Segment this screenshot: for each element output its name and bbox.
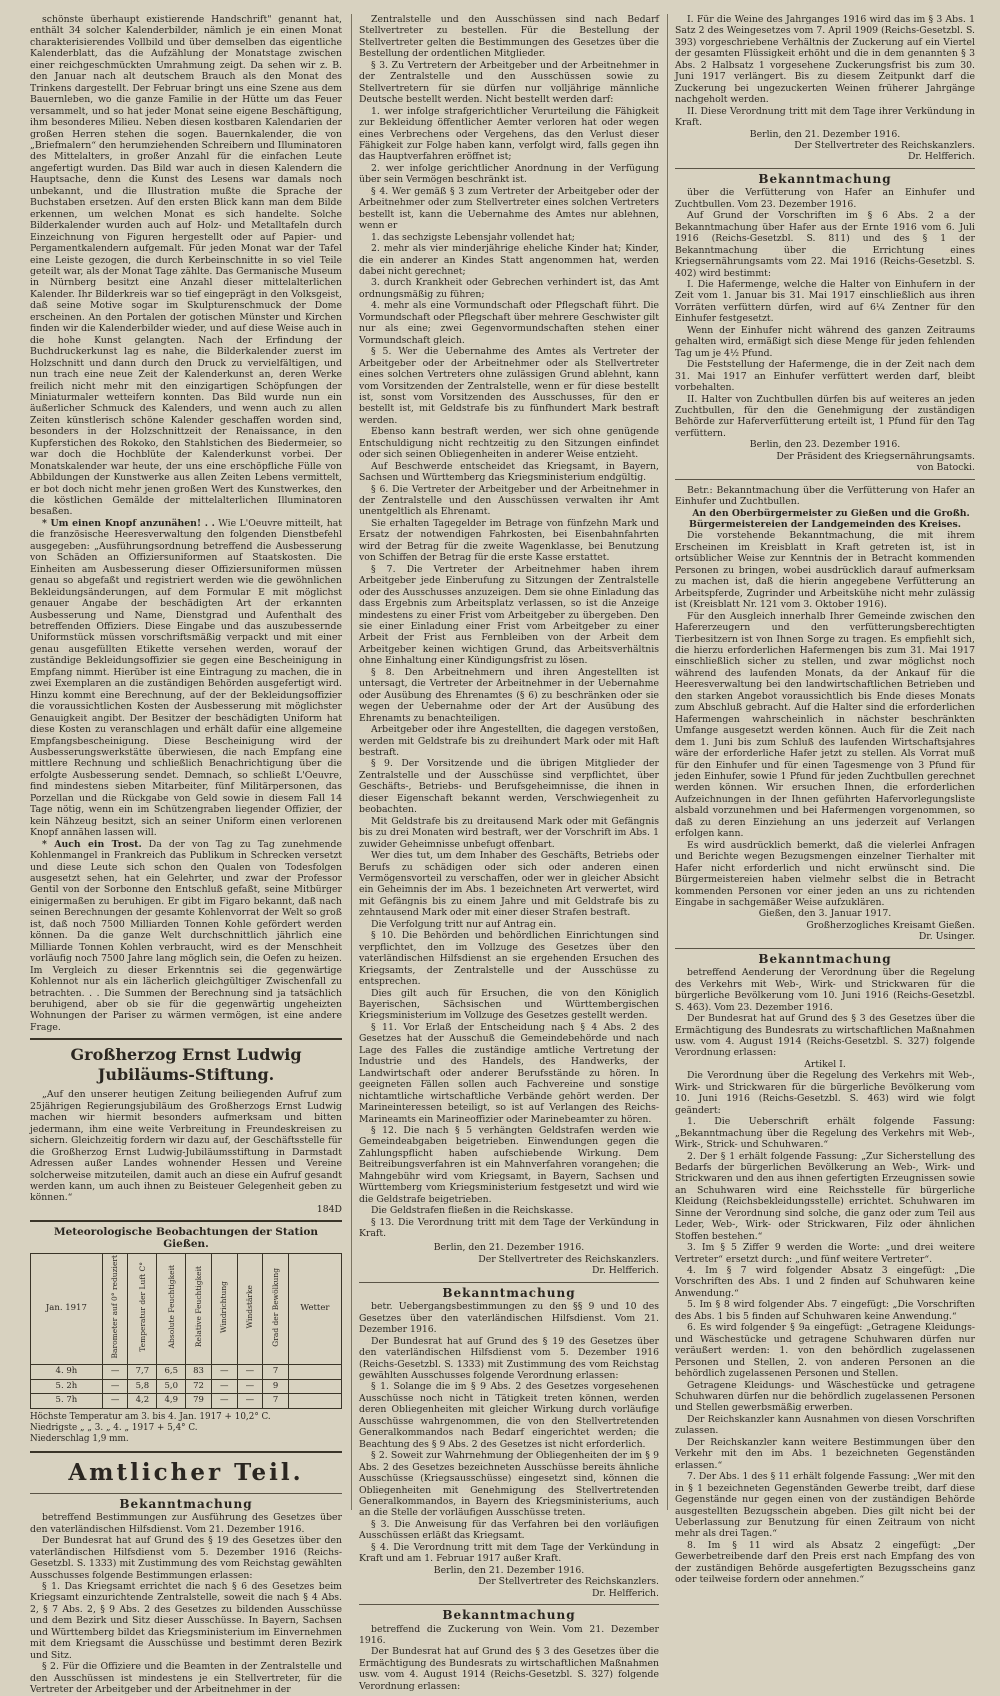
betr-line: Betr.: Bekanntmachung über die Verfütterung von Hafer an Einhufer und Zuchtbullen. [675,484,975,508]
meteo-cell [288,1379,341,1393]
law-paragraph: 1. wer infolge strafgerichtlicher Verurteilung die Fähigkeit zur Bekleidung öffentlicher Aemter verloren hat oder wegen eines Verbrechens oder Vergehens, das den Verlust dieser Fähigkeit zur Folge haben kann, verfolgt wird, falls gegen ihn das Hauptverfahren eröffnet ist; [359,105,659,163]
law-paragraph: Dies gilt auch für Ersuchen, die von den Königlich Bayerischen, Sächsischen und Württembergischen Kriegsministerium im Vollzuge des Gesetzes gestellt werden. [359,987,659,1022]
law-paragraph: Auf Beschwerde entscheidet das Kriegsamt, in Bayern, Sachsen und Württemberg das Kriegsministerium endgültig. [359,460,659,484]
column-rule [667,14,668,1510]
law-paragraph: Die Verordnung über die Regelung des Verkehrs mit Web-, Wirk- und Strickwaren für die bürgerliche Bevölkerung vom 10. Juni 1916 (Reichs-Gesetzbl. S. 463) wird wie folgt geändert: [675,1070,975,1116]
bekanntmachung-heading: Bekanntmachung [442,1608,576,1623]
meteo-cell: 5. 2h [31,1379,103,1393]
law-paragraph: § 12. Die nach § 5 verhängten Geldstrafen werden wie Gemeindeabgaben beigetrieben. Einwendungen gegen die Zahlungspflicht haben aufschiebende Wirkung. Dem Beitreibungsverfahren ist ein Mahnverfahren vorangehen; die Mahngebühr wird vom Kriegsamt, in Bayern, Sachsen und Württemberg vom Kriegsministerium festgesetzt und wird wie die Geldstrafe beigetrieben. [359,1124,659,1205]
kreisamt-body [675,530,975,908]
law-paragraph: § 3. Zu Vertretern der Arbeitgeber und der Arbeitnehmer in der Zentralstelle und den Ausschüssen sowie zu Stellvertretern für sie dürfen nur volljährige männliche Deutsche bestellt werden. Nicht bestellt werden darf: [359,59,659,106]
meteo-cell: 7 [263,1394,289,1408]
meteo-cell: — [211,1379,237,1393]
meteo-note: Höchste Temperatur am 3. bis 4. Jan. 1917 + 10,2° C. [30,1411,271,1422]
law-paragraph: Die Geldstrafen fließen in die Reichskasse. [371,1205,574,1217]
meteo-header-cell [288,1254,341,1365]
law-paragraph: Es wird ausdrücklich bemerkt, daß die vielerlei Anfragen und Berichte wegen Bezugsmengen einzelner Tierhalter mit Hafer nicht erforderlich und nicht erwünscht sind. Die Bürgermeistereien haben vielmehr selbst die in Betracht kommenden Personen vor einer jeden an uns zu richtenden Eingabe in sachgemäßer Weise aufzuklären. [675,839,975,908]
meteo-cell: — [211,1394,237,1408]
law-paragraph: 4. mehr als eine Vormundschaft oder Pflegschaft führt. Die Vormundschaft oder Pflegschaft über mehrere Geschwister gilt nur als eine; zwei Gegenvormundschaften stehen einer Vormundschaft gleich. [359,300,659,346]
law-paragraph: Wenn der Einhufer nicht während des ganzen Zeitraums gehalten wird, ermäßigt sich diese Menge für jeden fehlenden Tag um je 4½ Pfund. [675,324,975,359]
kalender-article [30,14,342,518]
meteo-cell: 5,0 [157,1379,186,1393]
meteo-header-cell [186,1254,212,1365]
meteo-header-label: Grad der Bewölkung [270,1267,280,1347]
meteo-header-label: Relative Feuchtigkeit [193,1266,203,1348]
law-paragraph: II. Halter von Zuchtbullen dürfen bis auf weiteres an jeden Zuchtbullen, für den die Genehmigung der zuständigen Behörde zur Haferverfütterung erteilt ist, 1 Pfund für den Tag verfüttern. [675,393,975,439]
dateline: Berlin, den 21. Dezember 1916. [749,128,901,140]
meteo-header-label: Absolute Feuchtigkeit [166,1265,176,1349]
law-paragraph: Mit Geldstrafe bis zu dreitausend Mark oder mit Gefängnis bis zu drei Monaten wird bestraft, wer der Vorschrift im Abs. 1 zuwider Geheimnisse unbefugt offenbart. [359,815,659,850]
law-paragraph: § 7. Die Vertreter der Arbeitnehmer haben ihrem Arbeitgeber jede Einberufung zu Sitzungen der Zentralstelle oder des Ausschusses anzuzeigen. Dem sie ohne Einladung das dass Ergebnis zum Arbeitsplatz verlassen, so ist die Anzeige mindestens zu einer Frist vom Arbeitgeber zu übergeben. Den sie einer Einladung einer Frist vom Arbeitgeber zu einer Arbeit der Frist aus Fernbleiben von der Arbeit dem Arbeitgeber keinen wichtigen Grund, das Arbeitsverhältnis ohne Einhaltung einer Kündigungsfrist zu lösen. [359,563,659,667]
signature-name: von Batocki. [916,462,975,474]
signature-name: Dr. Helfferich. [591,1587,659,1599]
section-divider [30,1038,342,1040]
meteo-cell: — [102,1379,128,1393]
meteo-cell [288,1365,341,1379]
signature-name: Dr. Usinger. [918,931,975,943]
law-paragraph: § 5. Wer die Uebernahme des Amtes als Vertreter der Arbeitgeber oder der Arbeitnehmer oder als Stellvertreter eines solchen Vertreters ohne zulässigen Grund ablehnt, kann vom Vorsitzenden der Zentralstelle, wenn er für diese bestellt ist, sonst vom Vorsitzenden des Ausschusses, für den er bestellt ist, mit Geldstrafe bis zu fünfhundert Mark bestraft werden. [359,346,659,426]
meteo-header-label: Barometer auf 0° reduziert [110,1255,120,1359]
bekanntmachung-heading: Bekanntmachung [119,1496,253,1511]
meteo-header-cell [128,1254,157,1365]
law-paragraph: 7. Der Abs. 1 des § 11 erhält folgende Fassung: „Wer mit den in § 1 bezeichneten Gegenständen Gewerbe treibt, darf diese Gegenstände nur gegen einen von der zuständigen Behörde ausgestellten Bezugsschein abgeben. Dies gilt nicht bei der Ueberlassung zur Benutzung für einen Zeitraum von nicht mehr als drei Tagen.“ [675,1471,975,1540]
meteo-header-cell [237,1254,263,1365]
law-paragraph: Der Reichskanzler kann Ausnahmen von diesen Vorschriften zulassen. [675,1413,975,1437]
meteo-header-cell [102,1254,128,1365]
meteo-row [31,1365,342,1379]
bekanntmachung-body [359,1301,659,1564]
law-paragraph: Der Reichskanzler kann weitere Bestimmungen über den Verkehr mit den im Abs. 1 bezeichneten Gegenständen erlassen.“ [675,1436,975,1471]
addressee-heading: An den Oberbürgermeister zu Gießen und die Großh. Bürgermeistereien der Landgemeinden des Kreises. [689,507,970,531]
amtlicher-teil-title: Amtlicher Teil. [68,1458,304,1486]
section-divider [30,1451,342,1453]
law-paragraph: 2. mehr als vier minderjährige eheliche Kinder hat; Kinder, die ein anderer an Kindes Statt angenommen hat, werden dabei nicht gerechnet; [359,243,659,277]
meteo-cell: 7,7 [128,1365,157,1379]
signature-title: Der Stellvertreter des Reichskanzlers. [794,139,975,151]
law-paragraph: Der Bundesrat hat auf Grund des § 3 des Gesetzes über die Ermächtigung des Bundesrats zu wirtschaftlichen Maßnahmen usw. vom 4. August 1914 (Reichs-Gesetzbl. S. 327) folgende Verordnung erlassen: [359,1646,659,1692]
meteo-title: Meteorologische Beobachtungen der Station Gießen. [53,1226,319,1250]
meteo-cell: 4. 9h [31,1365,103,1379]
law-paragraph: § 1. Das Kriegsamt errichtet die nach § 6 des Gesetzes beim Kriegsamt einzurichtende Zentralstelle, soweit die nach § 4 Abs. 2, § 7 Abs. 2, § 9 Abs. 2 des Gesetzes zu bildenden Ausschüsse und dem Bezirk und Sitz dieser Ausschüsse. In Bayern, Sachsen und Württemberg bildet das Kriegsministerium im Einvernehmen mit dem Kriegsamt die Ausschüsse und bestimmt deren Bezirk und Sitz. [30,1581,342,1661]
law-paragraph: Die vorstehende Bekanntmachung, die mit ihrem Erscheinen im Kreisblatt in Kraft getreten ist, ist in ortsüblicher Weise zur Kenntnis der in Betracht kommenden Personen zu bringen, wobei ausdrücklich darauf aufmerksam zu machen ist, daß die hierin angegebene Verfütterung an Arbeitspferde, Zugrinder und Arbeitskühe nicht mehr zulässig ist (Kreisblatt Nr. 121 vom 3. Oktober 1916). [675,530,975,611]
meteo-cell: — [102,1365,128,1379]
law-paragraph: § 11. Vor Erlaß der Entscheidung nach § 4 Abs. 2 des Gesetzes hat der Ausschuß die Gemeindebehörde und nach Lage des Falles die zuständige amtliche Vertretung der Industrie und des Handels, des Handwerks, der Landwirtschaft oder anderer Berufsstände zu hören. In geeigneten Fällen sollen auch Fachvereine und sonstige nichtamtliche wirtschaftliche Verbände gehört werden. Der Marineinteressen beteiligt, so ist auf Verlangen des Reichs-Marineamts ein Marineoffizier oder Marinebeamter zu hören. [359,1021,659,1125]
section-divider [30,1493,342,1494]
law-paragraph: Die Feststellung der Hafermenge, die in der Zeit nach dem 31. Mai 1917 an Einhufer verfüttert werden darf, bleibt vorbehalten. [675,359,975,394]
column-3 [675,14,975,1586]
law-paragraph: Arbeitgeber oder ihre Angestellten, die dagegen verstoßen, werden mit Geldstrafe bis zu dreihundert Mark oder mit Haft bestraft. [359,724,659,758]
trost-article [30,839,342,1034]
article-paragraph: Wie L'Oeuvre mitteilt, hat die französische Heeresverwaltung den folgenden Dienstbefehl ausgegeben: „Ausführungsordnung betreffend die Ausbesserung von Schäden an Offiziersuniformen auf Staatskosten. Die Einheiten am Ausbesserung dieser Offiziersuniformen müssen genau so abgefaßt und registriert werden wie die gewöhnlichen Bekleidungsänderungen, auf dem Formular E mit möglichst genauer Angabe der beschädigten Art der erkannten Ausbesserung und Name, Dienstgrad und Aufenthalt des betreffenden Offiziers. Diese Eingabe und das auszubessernde Uniformstück müssen vorschriftsmäßig verpackt und mit einer genau ausgefüllten Etikette versehen werden, worauf der zuständige Bekleidungsoffizier sie gegen eine Bescheinigung in Empfang nimmt. Hierüber ist eine Eintragung zu machen, die in zwei Exemplaren an die zuständigen Behörden ausgefertigt wird. Hinzu kommt eine Berechnung, auf der der Bekleidungsoffizier die voraussichtlichen Kosten der Ausbesserung mit möglichster Genauigkeit angibt. Der Besitzer der beschädigten Uniform hat diese Kosten zu veranschlagen und erhält dafür eine allgemeine Empfangsbescheinigung. Diese Bescheinigung wird der Ausbesserungswerkstätte überwiesen, die nach Empfang eine mittlere Rechnung und schließlich Benachrichtigung über die erfolgte Ausbesserung sendet. Demnach, so schließt L'Oeuvre, find mindestens sieben Mitarbeiter, fünf Militärpersonen, das Porzellan und die Rückgabe von Geld sowie in diesem Fall 14 Tage nötig, wenn ein im Schützengraben liegender Offizier, der kein Nähzeug besitzt, sich an seiner Uniform einen verlorenen Knopf annähen lassen will. [30,517,342,839]
meteo-header-row [31,1254,342,1365]
law-paragraph: 1. das sechzigste Lebensjahr vollendet hat; [371,231,575,243]
law-paragraph: 4. Im § 7 wird folgender Absatz 3 eingefügt: „Die Vorschriften des Abs. 1 und 2 finden auf Schuhwaren keine Anwendung.“ [675,1265,975,1299]
law-paragraph: § 1. Solange die im § 9 Abs. 2 des Gesetzes vorgesehenen Ausschüsse noch nicht in Tätigkeit treten können, werden deren Obliegenheiten mit gleicher Wirkung durch vorläufige Ausschüsse wahrgenommen, die von den Stellvertretenden Generalkommandos nach Bedarf eingerichtet werden; die Beachtung des § 9 Abs. 2 des Gesetzes ist nicht erforderlich. [359,1381,659,1450]
bekanntmachung-subtitle: betreffend Aenderung der Verordnung über die Regelung des Verkehrs mit Web-, Wirk- und Strickwaren für die bürgerliche Bevölkerung vom 10. Juni 1916 (Reichs-Gesetzbl. S. 463). Vom 23. Dezember 1916. [675,967,975,1013]
bekanntmachung-body [675,1070,975,1585]
law-paragraph: I. Die Hafermenge, welche die Halter von Einhufern in der Zeit vom 1. Januar bis 31. Mai 1917 einschließlich aus ihren Vorräten verfüttern dürfen, wird auf 6¼ Zentner für den Einhufer festgesetzt. [675,278,975,325]
ad-code: 184D [316,1203,342,1215]
signature-name: Dr. Helfferich. [907,151,975,163]
meteo-header-cell [263,1254,289,1365]
meteo-cell: 79 [186,1394,212,1408]
bekanntmachung-subtitle: betreffend die Zuckerung von Wein. Vom 21. Dezember 1916. [359,1623,659,1646]
law-paragraph: Der Bundesrat hat auf Grund des § 19 des Gesetzes über den vaterländischen Hilfsdienst vom 5. Dezember 1916 (Reichs-Gesetzbl. S. 1333) mit Zustimmung des vom Reichstag gewählten Ausschusses folgende Verordnung erlassen: [359,1335,659,1382]
meteo-cell: — [211,1365,237,1379]
law-paragraph: II. Diese Verordnung tritt mit dem Tage ihrer Verkündung in Kraft. [675,105,975,129]
law-paragraph: 1. Die Ueberschrift erhält folgende Fassung: „Bekanntmachung über die Regelung des Verkehrs mit Web-, Wirk-, Strick- und Schuhwaren.“ [675,1116,975,1151]
section-divider [675,168,975,169]
meteo-cell: 83 [186,1365,212,1379]
article-heading: * Um einen Knopf anzunähen! . . [42,517,215,529]
meteo-cell: — [102,1394,128,1408]
meteo-row [31,1379,342,1393]
law-paragraph: § 2. Soweit zur Wahrnehmung der Obliegenheiten der im § 9 Abs. 2 des Gesetzes bezeichneten Ausschüsse bereits ähnliche Ausschüsse (Kriegsausschüsse) eingesetzt sind, können die Obliegenheiten mit Genehmigung des Stellvertretenden Generalkommandos, in Bayern des Kriegsministeriums, auch an die Stelle der vorläufigen Ausschüsse treten. [359,1450,659,1519]
meteo-cell: 4,9 [157,1394,186,1408]
law-paragraph: 3. Im § 5 Ziffer 9 werden die Worte: „und drei weitere Vertreter“ ersetzt durch: „und fünf weitere Vertreter“. [675,1242,975,1265]
law-paragraph: Ebenso kann bestraft werden, wer sich ohne genügende Entschuldigung nicht rechtzeitig zu den Sitzungen einfindet oder sich seinen Obliegenheiten in anderer Weise entzieht. [359,426,659,461]
law-paragraph: § 10. Die Behörden und behördlichen Einrichtungen sind verpflichtet, den im Vollzuge des Gesetzes über den vaterländischen Hilfsdienst an sie ergehenden Ersuchen des Kriegsamts, der Zentralstelle und der Ausschüsse zu entsprechen. [359,930,659,988]
law-paragraph: Der Bundesrat hat auf Grund des § 19 des Gesetzes über den vaterländischen Hilfsdienst vom 5. Dezember 1916 (Reichs-Gesetzbl. S. 1333) mit Zustimmung des vom Reichstag gewählten Ausschusses folgende Bestimmungen erlassen: [30,1535,342,1581]
meteo-cell: 7 [263,1365,289,1379]
signature-title: Der Präsident des Kriegsernährungsamts. [776,450,975,462]
meteo-body [31,1365,342,1408]
law-paragraph: Der Bundesrat hat auf Grund des § 3 des Gesetzes über die Ermächtigung des Bundesrats zu wirtschaftlichen Maßnahmen usw. vom 4. August 1914 (Reichs-Gesetzbl. S. 327) folgende Verordnung erlassen: [675,1013,975,1059]
dateline: Berlin, den 23. Dezember 1916. [749,439,901,451]
law-paragraph: 2. wer infolge gerichtlicher Anordnung in der Verfügung über sein Vermögen beschränkt ist. [359,162,659,186]
stiftung-text: „Auf den unserer heutigen Zeitung beiliegenden Aufruf zum 25jährigen Regierungsjubiläum des Großherzogs Ernst Ludwig machen wir hiermit besonders aufmerksam und bitten jedermann, ihm eine weite Verbreitung in Freundeskreisen zu sichern. Gleichzeitig fordern wir dazu auf, der Geschäftsstelle für die Großherzog Ernst Ludwig-Jubiläumsstiftung in Darmstadt Adressen außer Landes wohnender Hessen und Vereine solcherweise mitzuteilen, damit auch an diese ein Aufruf gesandt werden kann, um auch ihnen zu Beisteuer Gelegenheit geben zu können.“ [30,1089,342,1204]
section-divider [675,948,975,949]
law-paragraph: 8. Im § 11 wird als Absatz 2 eingefügt: „Der Gewerbetreibende darf den Preis erst nach Empfang des von der zuständigen Behörde ausgefertigten Bezugsscheins ganz oder teilweise fordern oder annehmen.“ [675,1539,975,1586]
section-divider [30,1220,342,1222]
law-paragraph: Zentralstelle und den Ausschüssen sind nach Bedarf Stellvertreter zu bestellen. Für die Bestellung der Stellvertreter gelten die Bestimmungen des Gesetzes über die Bestellung der ordentlichen Mitglieder. [359,14,659,60]
meteo-cell: 5. 7h [31,1394,103,1408]
article-paragraph: Da der von Tag zu Tag zunehmende Kohlenmangel in Frankreich das Publikum in Schrecken versetzt und diese Leute sich schon den Qualen von Todesfolgen ausgesetzt sehen, hat ein Gelehrter, und zwar der Professor Gentil von der Sorbonne den Entschluß gefaßt, seine Mitbürger einigermaßen zu beruhigen. Er gibt im Figaro bekannt, daß nach seinen Berechnungen der gesamte Kohlenvorrat der Welt so groß ist, daß noch 7500 Milliarden Tonnen Kohle gefördert werden können. Da die ganze Welt durchschnittlich jährlich eine Milliarde Tonnen Kohlen verbraucht, wird es der Menschheit vorläufig noch 7500 Jahre lang möglich sein, die Oefen zu heizen. Im Vergleich zu dieser Erkenntnis sei die gegenwärtige Kohlennot nur als ein lächerlich gleichgültiger Zwischenfall zu betrachten. . . Die Summen der Berechnung sind ja tatsächlich beruhigend, aber ob sie für die gegenwärtig ungeheizten Wohnungen der Pariser zu wärmen vermögen, ist eine andere Frage. [30,838,342,1033]
section-divider [675,479,975,480]
signature-name: Dr. Helfferich. [591,1265,659,1277]
article-heading: * Auch ein Trost. [42,838,142,850]
bekanntmachung-subtitle: über die Verfütterung von Hafer an Einhufer und Zuchtbullen. Vom 23. Dezember 1916. [675,187,975,210]
meteo-cell: 72 [186,1379,212,1393]
dateline: Gießen, den 3. Januar 1917. [758,908,892,920]
signature-title: Der Stellvertreter des Reichskanzlers. [478,1253,659,1265]
dateline: Berlin, den 21. Dezember 1916. [433,1564,585,1576]
bekanntmachung-heading: Bekanntmachung [758,951,892,966]
meteo-cell: 9 [263,1379,289,1393]
law-paragraph: Sie erhalten Tagegelder im Betrage von fünfzehn Mark und Ersatz der notwendigen Fahrkosten, bei Eisenbahnfahrten wird der Betrag für die zweite Wagenklasse, bei Benutzung von Schiffen der Betrag für die erste Kasse erstattet. [359,517,659,564]
meteo-header-label: Windstärke [245,1285,255,1329]
meteo-header-cell [31,1254,103,1365]
meteo-cell [288,1394,341,1408]
knopf-article [30,518,342,839]
meteo-cell: — [237,1379,263,1393]
section-divider [359,1604,659,1605]
meteo-row [31,1394,342,1408]
article-paragraph: schönste überhaupt existierende Handschrift" genannt hat, enthält 34 solcher Kalenderbilder, nämlich je ein einen Monat charakterisierendes Vollbild und über demselben das eigentliche Kalenderblatt, das die Aufzählung der Monatstage zwischen einer reichgeschmückten Umrahmung zeigt. Da sehen wir z. B. den Januar nach alt deutschem Brauch als den Monat des Trinkens dargestellt. Der Februar bringt uns eine Szene aus dem Bauernleben, wo die ganze Familie in der Hütte um das Feuer versammelt, und so hat jeder Monat seine eigene Beschäftigung, ihm besonderes Milieu. Neben diesen kostbaren Kalendarien der großen Herren stehen die sogen. Bauernkalender, die von „Briefmalern“ den herumziehenden Schreibern und Illuminatoren des Mittelalters, in großer Anzahl für die einfachen Leute angefertigt wurden. Das Bild war auch in diesen Kalendern die Hauptsache, denn die Kunst des Lesens war damals noch unbekannt, und die Illustration mußte die Sprache der Buchstaben ersetzen. Auf den ersten Blick kann man dem Bilde erkennen, um welchen Monat es sich handelte. Solche Bilderkalender wurden auch auf Holz- und Metalltafeln durch Einzeichnung von Figuren hergestellt oder auf Papier- und Pergamentkalendern aufgemalt. Für jeden Monat war der Tafel eine Leiste gezogen, die durch Kerbeinschnitte in so viel Teile geteilt war, als der Monat Tage zählte. Das Germanische Museum in Nürnberg besitzt eine Anzahl dieser mittelalterlichen Kalender. Ihr Bilderkreis war so tief eingeprägt in den Volksgeist, daß seine Motive sogar im Skulpturenschmuck der Dome erscheinen. An den Portalen der gotischen Münster und Kirchen finden wir die Kalenderbilder wieder, und auf diese Weise auch in die hohe Kunst gelangten. Nach der Erfindung der Buchdruckerkunst lag es nahe, die Bilderkalender zuerst im Holzschnitt und dann durch den Druck zu vervielfältigen, und nun trach eine neue Zeit der Kalenderkunst an, deren Werke freilich nicht mehr mit den einzigartigen Schöpfungen der Miniaturmaler wetteifern konnten. Das Bild wurde nun ein äußerlicher Schmuck des Kalenders, und wenn auch zu allen Zeiten künstlerisch schöne Kalender geschaffen worden sind, besonders in der Holzschnittzeit der Renaissance, in den Kupferstichen des Rokoko, den Stahlstichen des Biedermeier, so war doch die Hochblüte der Kalenderkunst vorbei. Der Monatskalender war heute, der uns eine erschöpfliche Fülle von Abbildungen der Kunstwerke aus allen Zeiten Lebens vermittelt, er bot doch nicht mehr jenen großen Wert des Kunstwerkes, den die köstlichen Gemälde der mittelalterlichen Illuminatoren besaßen. [30,14,342,518]
law-paragraph: Auf Grund der Vorschriften im § 6 Abs. 2 a der Bekanntmachung über Hafer aus der Ernte 1916 vom 6. Juli 1916 (Reichs-Gesetzbl. S. 811) und des § 1 der Bekanntmachung über die Errichtung eines Kriegsernährungsamts vom 22. Mai 1916 (Reichs-Gesetzbl. S. 402) wird bestimmt: [675,210,975,279]
law-paragraph: Wer dies tut, um dem Inhaber des Geschäfts, Betriebs oder Berufs zu schädigen oder sich oder anderen einen Vermögensvorteil zu verschaffen, oder wer in gleicher Absicht ein Geheimnis der im Abs. 1 bezeichneten Art verwertet, wird mit Gefängnis bis zu einem Jahre und mit Geldstrafe bis zu zehntausend Mark oder mit einer dieser Strafen bestraft. [359,850,659,919]
column-2 [359,14,659,1692]
law-paragraph: § 8. Den Arbeitnehmern und ihren Angestellten ist untersagt, die Vertreter der Arbeitnehmer in der Uebernahme oder Ausübung des Ehrenamtes (§ 6) zu beschränken oder sie wegen der Uebernahme oder der Art der Ausübung des Ehrenamts zu benachteiligen. [359,666,659,724]
stiftung-title: Großherzog Ernst Ludwig Jubiläums-Stiftung. [70,1045,302,1085]
column-1 [30,14,342,1696]
meteo-cell: — [237,1365,263,1379]
meteo-cell: 4,2 [128,1394,157,1408]
law-paragraph: Für den Ausgleich innerhalb Ihrer Gemeinde zwischen den Hafererzeugern und den verfütterungsberechtigten Tierbesitzern ist von Ihnen Sorge zu tragen. Es empfiehlt sich, die hierzu erforderlichen Hafermengen bis zum 31. Mai 1917 einschließlich sicher zu stellen, und zwar möglichst noch während des laufenden Monats, da der Ankauf für die Heeresverwaltung bei den landwirtschaftlichen Betrieben und den starken Angebot voraussichtlich bis Ende dieses Monats zum Abschluß gebracht. Auf die Halter sind die erforderlichen Hafermengen wahrscheinlich in nächster beschränkten Umfange ausgesetzt werden können. Auch für die Zeit nach dem 1. Juni bis zum Schluß des laufenden Wirtschaftsjahres wäre der erforderliche Hafer jetzt zu stellen. Als Vorrat muß für den Einhufer und für einen Tagesmenge von 3 Pfund für jeden Einhufer, sowie 1 Pfund für jeden Zuchtbullen gerechnet werden können. Wir ersuchen Ihnen, die erforderlichen Aufzeichnungen in der Ihnen geführten Hafervorlegungsliste alsbald vorzunehmen und bei Hafermengen vorgenommen, so daß zu deren Einziehung an uns jederzeit auf Verlangen erfolgen kann. [675,610,975,840]
section-divider [359,1282,659,1283]
meteo-cell: — [237,1394,263,1408]
signature-title: Großherzogliches Kreisamt Gießen. [806,919,975,931]
law-paragraph: 2. Der § 1 erhält folgende Fassung: „Zur Sicherstellung des Bedarfs der bürgerlichen Bevölkerung an Web-, Wirk- und Strickwaren und den aus ihnen gefertigten Erzeugnissen sowie an Schuhwaren wird eine Reichsstelle für bürgerliche Kleidung (Reichsbekleidungsstelle) errichtet. Schuhwaren im Sinne der Verordnung sind solche, die ganz oder zum Teil aus Leder, Web-, Wirk- oder Strickwaren, Filz oder ähnlichen Stoffen bestehen.“ [675,1150,975,1242]
meteo-cell: 5,8 [128,1379,157,1393]
law-paragraph: § 4. Wer gemäß § 3 zum Vertreter der Arbeitgeber oder der Arbeitnehmer oder zum Stellvertreter eines solchen Vertreters bestellt ist, kann die Uebernahme des Amtes nur ablehnen, wenn er [359,185,659,232]
law-paragraph: Die Verfolgung tritt nur auf Antrag ein. [371,918,557,930]
law-paragraph: 3. durch Krankheit oder Gebrechen verhindert ist, das Amt ordnungsmäßig zu führen; [359,277,659,300]
meteo-notes [30,1412,342,1446]
bekanntmachung-subtitle: betreffend Bestimmungen zur Ausführung des Gesetzes über den vaterländischen Hilfsdienst. Vom 21. Dezember 1916. [30,1512,342,1535]
hilfsdienst-articles [359,14,659,1239]
bekanntmachung-body [675,210,975,439]
meteo-header-label: Temperatur der Luft C° [137,1262,147,1352]
law-paragraph: § 2. Für die Offiziere und die Beamten in der Zentralstelle und den Ausschüssen ist mindestens je ein Stellvertreter, für die Vertreter der Arbeitgeber und der Arbeitnehmer in der [30,1661,342,1696]
law-paragraph: § 4. Die Verordnung tritt mit dem Tage der Verkündung in Kraft und am 1. Februar 1917 außer Kraft. [359,1541,659,1565]
bekanntmachung-heading: Bekanntmachung [442,1285,576,1300]
meteo-header-label: Jan. 1917 [45,1303,87,1314]
meteo-cell: 6,5 [157,1365,186,1379]
meteo-header-label: Windrichtung [219,1280,229,1333]
bekanntmachung-heading: Bekanntmachung [758,171,892,186]
meteo-header-label: Wetter [300,1303,330,1314]
column-rule [351,14,352,1510]
signature-title: Der Stellvertreter des Reichskanzlers. [478,1576,659,1588]
law-paragraph: § 9. Der Vorsitzende und die übrigen Mitglieder der Zentralstelle und der Ausschüsse sind verpflichtet, über Geschäfts-, Betriebs- und Berufsgeheimnisse, die ihnen in dieser Eigenschaft bekannt werden, Verschwiegenheit zu beobachten. [359,758,659,816]
law-paragraph: Getragene Kleidungs- und Wäschestücke und getragene Schuhwaren dürfen nur die behördlich zugelassenen Personen und Stellen gewerbsmäßig erwerben. [675,1379,975,1414]
law-paragraph: I. Für die Weine des Jahrganges 1916 wird das im § 3 Abs. 1 Satz 2 des Weingesetzes vom 7. April 1909 (Reichs-Gesetzbl. S. 393) vorgeschriebene Verhältnis der Zuckerung auf ein Viertel der gesamten Flüssigkeit erhöht und die in dem genannten § 3 Abs. 2 Halbsatz 1 vorgesehene Zuckerungsfrist bis zum 30. Juni 1917 verlängert. Bis zu diesem Zeitpunkt darf die Zuckerung bei ungezuckerten Weinen früherer Jahrgänge nachgeholt werden. [675,14,975,106]
meteo-note: Niedrigste „ „ 3. „ 4. „ 1917 + 5,4° C. [30,1422,198,1433]
meteo-note: Niederschlag 1,9 mm. [30,1434,129,1445]
law-paragraph: § 3. Die Anweisung für das Verfahren bei den vorläufigen Ausschüssen erläßt das Kriegsamt. [359,1518,659,1542]
meteo-table [30,1253,342,1408]
law-paragraph: § 13. Die Verordnung tritt mit dem Tage der Verkündung in Kraft. [359,1216,659,1240]
dateline: Berlin, den 21. Dezember 1916. [433,1242,585,1254]
law-paragraph: 6. Es wird folgender § 9a eingefügt: „Getragene Kleidungs- und Wäschestücke und getragene Schuhwaren dürfen nur veräußert werden: 1. von den behördlich zugelassenen Personen und Stellen, 2. von anderen Personen an die behördlich zugelassenen Personen und Stellen. [675,1322,975,1380]
law-paragraph: § 6. Die Vertreter der Arbeitgeber und der Arbeitnehmer in der Zentralstelle und den Ausschüssen verwalten ihr Amt unentgeltlich als Ehrenamt. [359,483,659,518]
artikel-heading: Artikel I. [804,1058,846,1070]
meteo-header-cell [211,1254,237,1365]
law-paragraph: 5. Im § 8 wird folgender Abs. 7 eingefügt: „Die Vorschriften des Abs. 1 bis 5 finden auf Schuhwaren keine Anwendung.“ [675,1299,975,1322]
law-paragraph: betr. Uebergangsbestimmungen zu den §§ 9 und 10 des Gesetzes über den vaterländischen Hilfsdienst. Vom 21. Dezember 1916. [359,1301,659,1336]
meteo-header-cell [157,1254,186,1365]
